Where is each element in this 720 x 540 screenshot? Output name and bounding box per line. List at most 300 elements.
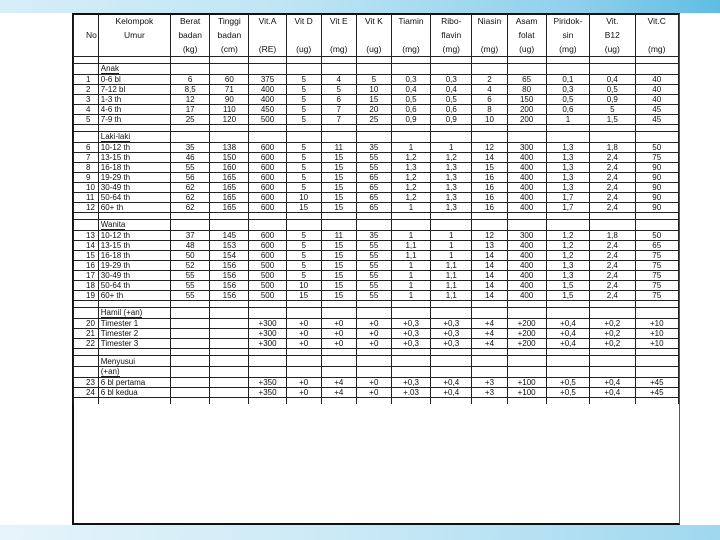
row-number: 3 <box>74 95 99 105</box>
value-cell: 0,4 <box>391 85 430 95</box>
empty-cell <box>171 367 210 378</box>
empty-cell <box>171 220 210 231</box>
empty-cell <box>74 356 99 367</box>
value-cell: 5 <box>286 251 321 261</box>
value-cell: 0,1 <box>546 75 589 85</box>
table-row <box>74 203 679 213</box>
empty-cell <box>356 308 391 319</box>
value-cell: 0,4 <box>590 75 635 85</box>
value-cell: +350 <box>249 388 286 398</box>
value-cell: 90 <box>635 173 678 183</box>
spacer-cell <box>546 57 589 64</box>
empty-cell <box>590 132 635 143</box>
value-cell: 400 <box>507 291 546 301</box>
value-cell: 35 <box>356 231 391 241</box>
empty-cell <box>286 356 321 367</box>
empty-cell <box>590 308 635 319</box>
empty-cell <box>391 367 430 378</box>
empty-cell <box>431 308 472 319</box>
empty-cell <box>249 64 286 75</box>
spacer-cell <box>74 398 99 405</box>
value-cell: 15 <box>321 183 356 193</box>
value-cell: 1,3 <box>431 183 472 193</box>
value-cell: +0,4 <box>546 339 589 349</box>
section-title-row <box>74 367 679 378</box>
empty-cell <box>431 356 472 367</box>
value-cell: 1,5 <box>590 115 635 125</box>
value-cell: 1 <box>431 241 472 251</box>
table-row <box>74 163 679 173</box>
table-row <box>74 85 679 95</box>
spacer-cell <box>286 57 321 64</box>
value-cell: 45 <box>635 115 678 125</box>
value-cell: +350 <box>249 378 286 388</box>
spacer-cell <box>635 213 678 220</box>
empty-cell <box>249 132 286 143</box>
column-header: Vit D <box>286 14 321 28</box>
section-title-row <box>74 220 679 231</box>
value-cell: +0 <box>286 388 321 398</box>
value-cell: 450 <box>249 105 286 115</box>
value-cell: +0,4 <box>546 319 589 329</box>
empty-cell <box>286 132 321 143</box>
table-row <box>74 153 679 163</box>
empty-cell <box>472 220 507 231</box>
value-cell: 1,3 <box>431 203 472 213</box>
spacer-cell <box>171 301 210 308</box>
value-cell: 600 <box>249 193 286 203</box>
spacer-cell <box>210 349 249 356</box>
value-cell: 15 <box>321 163 356 173</box>
value-cell: +0,5 <box>546 378 589 388</box>
value-cell: 400 <box>249 95 286 105</box>
empty-cell <box>74 220 99 231</box>
value-cell: 145 <box>210 231 249 241</box>
spacer-cell <box>635 301 678 308</box>
value-cell: 14 <box>472 251 507 261</box>
value-cell: +0,4 <box>590 378 635 388</box>
value-cell: +4 <box>472 319 507 329</box>
empty-cell <box>590 367 635 378</box>
value-cell: 1,3 <box>431 193 472 203</box>
table-row <box>74 105 679 115</box>
spacer-cell <box>286 213 321 220</box>
value-cell: 5 <box>286 173 321 183</box>
age-group: 10-12 th <box>98 143 170 153</box>
value-cell: 600 <box>249 203 286 213</box>
value-cell: +0 <box>321 319 356 329</box>
value-cell: 13 <box>472 241 507 251</box>
value-cell: 400 <box>507 183 546 193</box>
spacer-cell <box>391 301 430 308</box>
value-cell: 14 <box>472 261 507 271</box>
empty-cell <box>356 64 391 75</box>
empty-cell <box>472 367 507 378</box>
value-cell: 0,6 <box>431 105 472 115</box>
value-cell: +0 <box>356 339 391 349</box>
value-cell: 600 <box>249 163 286 173</box>
value-cell: 10 <box>356 85 391 95</box>
value-cell: 15 <box>321 173 356 183</box>
column-header: sin <box>546 28 589 42</box>
value-cell: 11 <box>321 231 356 241</box>
empty-cell <box>546 64 589 75</box>
value-cell: 55 <box>356 281 391 291</box>
value-cell: 1,1 <box>391 251 430 261</box>
age-group: Timester 3 <box>98 339 170 349</box>
value-cell: +45 <box>635 378 678 388</box>
spacer-cell <box>590 213 635 220</box>
spacer-cell <box>635 349 678 356</box>
value-cell: 5 <box>286 143 321 153</box>
value-cell: 1 <box>391 271 430 281</box>
value-cell: 1,2 <box>546 231 589 241</box>
value-cell: 8,5 <box>171 85 210 95</box>
column-header: B12 <box>590 28 635 42</box>
value-cell: 1,8 <box>590 143 635 153</box>
spacer-cell <box>472 301 507 308</box>
table-row <box>74 173 679 183</box>
value-cell: 90 <box>635 193 678 203</box>
spacer-cell <box>74 213 99 220</box>
value-cell: 56 <box>171 173 210 183</box>
value-cell: 0,9 <box>391 115 430 125</box>
column-header: flavin <box>431 28 472 42</box>
value-cell: 5 <box>286 271 321 281</box>
value-cell: 5 <box>286 183 321 193</box>
spacer-cell <box>431 213 472 220</box>
value-cell: 2,4 <box>590 261 635 271</box>
value-cell: 35 <box>171 143 210 153</box>
value-cell: 2,4 <box>590 281 635 291</box>
value-cell: 10 <box>286 193 321 203</box>
value-cell: 40 <box>635 95 678 105</box>
spacer-cell <box>472 398 507 405</box>
value-cell: 12 <box>472 231 507 241</box>
value-cell: 1,2 <box>431 153 472 163</box>
column-header: No <box>74 28 99 42</box>
value-cell: 50 <box>635 143 678 153</box>
spacer-cell <box>98 125 170 132</box>
empty-cell <box>210 64 249 75</box>
value-cell: 153 <box>210 241 249 251</box>
spacer-cell <box>391 398 430 405</box>
value-cell: 400 <box>507 241 546 251</box>
empty-cell <box>391 64 430 75</box>
spacer-cell <box>249 213 286 220</box>
value-cell: 2,4 <box>590 193 635 203</box>
section-title-cell <box>98 64 170 75</box>
value-cell: 165 <box>210 173 249 183</box>
spacer-row <box>74 349 679 356</box>
value-cell: 0,6 <box>546 105 589 115</box>
column-header: Ribo- <box>431 14 472 28</box>
spacer-cell <box>356 398 391 405</box>
spacer-cell <box>391 125 430 132</box>
value-cell: 200 <box>507 105 546 115</box>
value-cell: 1,3 <box>431 173 472 183</box>
value-cell: 2,4 <box>590 163 635 173</box>
value-cell: 200 <box>507 115 546 125</box>
value-cell: 5 <box>286 261 321 271</box>
section-title-cell <box>98 220 170 231</box>
value-cell: 55 <box>171 281 210 291</box>
empty-cell <box>590 220 635 231</box>
value-cell: 7 <box>321 115 356 125</box>
value-cell: 2,4 <box>590 271 635 281</box>
value-cell: 1,3 <box>391 163 430 173</box>
value-cell: 375 <box>249 75 286 85</box>
value-cell: 0,6 <box>391 105 430 115</box>
column-header: Vit K <box>356 14 391 28</box>
header-row <box>74 28 679 42</box>
value-cell: 400 <box>507 203 546 213</box>
empty-cell <box>210 132 249 143</box>
value-cell: 52 <box>171 261 210 271</box>
value-cell: +200 <box>507 339 546 349</box>
empty-cell <box>356 220 391 231</box>
value-cell: 5 <box>286 95 321 105</box>
value-cell: +0,2 <box>590 329 635 339</box>
value-cell <box>210 319 249 329</box>
column-header: Tiamin <box>391 14 430 28</box>
empty-cell <box>321 356 356 367</box>
value-cell <box>171 378 210 388</box>
value-cell: 14 <box>472 271 507 281</box>
row-number: 11 <box>74 193 99 203</box>
value-cell: 90 <box>635 163 678 173</box>
row-number: 2 <box>74 85 99 95</box>
value-cell: 400 <box>507 281 546 291</box>
section-title-cell <box>98 132 170 143</box>
spacer-cell <box>590 57 635 64</box>
empty-cell <box>546 367 589 378</box>
value-cell: 90 <box>635 203 678 213</box>
value-cell: 55 <box>356 271 391 281</box>
spacer-cell <box>431 398 472 405</box>
value-cell: 600 <box>249 143 286 153</box>
value-cell: 400 <box>507 193 546 203</box>
spacer-cell <box>98 398 170 405</box>
value-cell: 5 <box>286 241 321 251</box>
row-number: 21 <box>74 329 99 339</box>
value-cell: +0,4 <box>431 388 472 398</box>
value-cell: 10 <box>286 281 321 291</box>
nutrition-table <box>73 14 679 404</box>
value-cell: 15 <box>286 203 321 213</box>
age-group: 4-6 th <box>98 105 170 115</box>
value-cell: 1 <box>431 231 472 241</box>
value-cell: 15 <box>321 203 356 213</box>
age-group: 50-64 th <box>98 281 170 291</box>
spacer-cell <box>210 125 249 132</box>
spacer-cell <box>356 125 391 132</box>
empty-cell <box>431 220 472 231</box>
value-cell: +0,3 <box>391 339 430 349</box>
value-cell: 600 <box>249 241 286 251</box>
spacer-cell <box>171 349 210 356</box>
value-cell: 0,3 <box>431 75 472 85</box>
spacer-cell <box>98 213 170 220</box>
spacer-cell <box>286 398 321 405</box>
age-group: 13-15 th <box>98 241 170 251</box>
value-cell: 48 <box>171 241 210 251</box>
value-cell: 65 <box>356 183 391 193</box>
value-cell: 15 <box>321 281 356 291</box>
value-cell: +45 <box>635 388 678 398</box>
table-row <box>74 251 679 261</box>
spacer-cell <box>590 398 635 405</box>
value-cell: 1,1 <box>391 241 430 251</box>
value-cell: 500 <box>249 291 286 301</box>
value-cell: 5 <box>286 231 321 241</box>
value-cell: 1,2 <box>391 183 430 193</box>
value-cell: 0,4 <box>431 85 472 95</box>
value-cell: 1 <box>431 143 472 153</box>
table-row <box>74 183 679 193</box>
column-header: (RE) <box>249 42 286 57</box>
table-row <box>74 281 679 291</box>
column-header: Tinggi <box>210 14 249 28</box>
section-title: Anak <box>100 64 119 73</box>
value-cell: 1,2 <box>546 251 589 261</box>
spacer-cell <box>286 125 321 132</box>
row-number: 12 <box>74 203 99 213</box>
spacer-cell <box>472 125 507 132</box>
section-title-cell <box>98 308 170 319</box>
value-cell: 55 <box>356 261 391 271</box>
value-cell: 15 <box>321 271 356 281</box>
spacer-cell <box>391 349 430 356</box>
value-cell: 62 <box>171 193 210 203</box>
column-header: (kg) <box>171 42 210 57</box>
value-cell <box>171 319 210 329</box>
spacer-cell <box>356 57 391 64</box>
spacer-cell <box>472 57 507 64</box>
age-group: 30-49 th <box>98 271 170 281</box>
row-number: 17 <box>74 271 99 281</box>
value-cell: 1 <box>391 143 430 153</box>
row-number: 22 <box>74 339 99 349</box>
column-header: Niasin <box>472 14 507 28</box>
value-cell: 17 <box>171 105 210 115</box>
spacer-cell <box>356 213 391 220</box>
table-row <box>74 339 679 349</box>
value-cell: 90 <box>210 95 249 105</box>
age-group: 30-49 th <box>98 183 170 193</box>
empty-cell <box>321 308 356 319</box>
value-cell: 1,1 <box>431 281 472 291</box>
column-header: Vit.C <box>635 14 678 28</box>
table-row <box>74 115 679 125</box>
empty-cell <box>590 64 635 75</box>
value-cell: +10 <box>635 329 678 339</box>
empty-cell <box>321 132 356 143</box>
spacer-cell <box>507 349 546 356</box>
value-cell: +0 <box>356 388 391 398</box>
age-group: 60+ th <box>98 203 170 213</box>
spacer-row <box>74 57 679 64</box>
value-cell: 7 <box>321 105 356 115</box>
spacer-cell <box>249 398 286 405</box>
column-header: (ug) <box>507 42 546 57</box>
value-cell: 37 <box>171 231 210 241</box>
spacer-cell <box>210 301 249 308</box>
value-cell: 6 <box>472 95 507 105</box>
empty-cell <box>391 308 430 319</box>
value-cell: 1,3 <box>546 261 589 271</box>
value-cell: 1,8 <box>590 231 635 241</box>
empty-cell <box>635 132 678 143</box>
row-number: 9 <box>74 173 99 183</box>
value-cell: 65 <box>356 203 391 213</box>
value-cell: 65 <box>507 75 546 85</box>
value-cell: 5 <box>286 163 321 173</box>
value-cell: 1,1 <box>431 271 472 281</box>
value-cell: +3 <box>472 378 507 388</box>
age-group: 7-9 th <box>98 115 170 125</box>
empty-cell <box>74 64 99 75</box>
row-number: 4 <box>74 105 99 115</box>
value-cell: 75 <box>635 251 678 261</box>
column-header: (mg) <box>431 42 472 57</box>
empty-cell <box>249 356 286 367</box>
value-cell: +300 <box>249 329 286 339</box>
spacer-cell <box>590 125 635 132</box>
value-cell: 2,4 <box>590 241 635 251</box>
value-cell: +0,4 <box>431 378 472 388</box>
column-header: Berat <box>171 14 210 28</box>
value-cell: 1 <box>391 291 430 301</box>
value-cell: +10 <box>635 319 678 329</box>
value-cell: +0 <box>286 319 321 329</box>
empty-cell <box>74 308 99 319</box>
row-number: 14 <box>74 241 99 251</box>
value-cell: 154 <box>210 251 249 261</box>
empty-cell <box>635 308 678 319</box>
column-header: (cm) <box>210 42 249 57</box>
table-row <box>74 95 679 105</box>
value-cell: 156 <box>210 281 249 291</box>
spacer-cell <box>391 57 430 64</box>
value-cell: 20 <box>356 105 391 115</box>
value-cell: 5 <box>286 85 321 95</box>
empty-cell <box>507 64 546 75</box>
value-cell: 400 <box>507 173 546 183</box>
spacer-cell <box>171 398 210 405</box>
spacer-cell <box>249 349 286 356</box>
value-cell: 15 <box>356 95 391 105</box>
spacer-cell <box>590 349 635 356</box>
value-cell: 600 <box>249 251 286 261</box>
spacer-cell <box>286 349 321 356</box>
value-cell: 0,5 <box>546 95 589 105</box>
age-group: 60+ th <box>98 291 170 301</box>
value-cell: 71 <box>210 85 249 95</box>
column-header: (mg) <box>635 42 678 57</box>
empty-cell <box>546 308 589 319</box>
value-cell: +0,3 <box>391 329 430 339</box>
value-cell: 4 <box>472 85 507 95</box>
section-title-cell <box>98 367 170 378</box>
value-cell: 138 <box>210 143 249 153</box>
empty-cell <box>249 367 286 378</box>
value-cell: 600 <box>249 173 286 183</box>
value-cell: 55 <box>356 153 391 163</box>
empty-cell <box>546 132 589 143</box>
value-cell: +10 <box>635 339 678 349</box>
table-body <box>74 57 679 405</box>
